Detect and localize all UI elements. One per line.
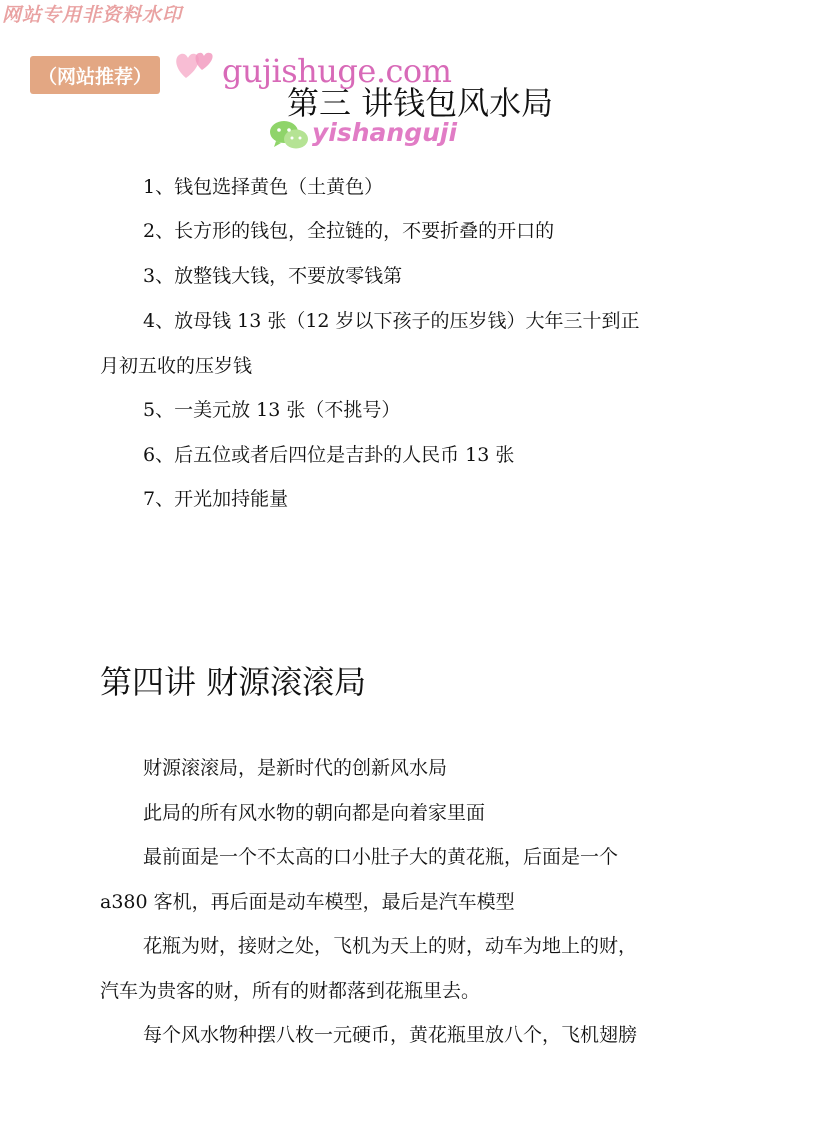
hearts-icon [172, 44, 218, 84]
section4-para-4: 花瓶为财，接财之处，飞机为天上的财，动车为地上的财， [143, 935, 638, 957]
section4-para-1: 财源滚滚局，是新时代的创新风水局 [143, 757, 448, 779]
watermark-top-left: 网站专用非资料水印 [2, 4, 183, 26]
section3-item-2: 2、长方形的钱包，全拉链的，不要折叠的开口的 [143, 220, 555, 242]
wechat-watermark: yishanguji [312, 118, 458, 147]
section4-para-5: 每个风水物种摆八枚一元硬币，黄花瓶里放八个，飞机翅膀 [143, 1024, 638, 1046]
section3-title: 第三 讲钱包风水局 [287, 84, 554, 122]
recommend-badge: （网站推荐） [30, 56, 160, 94]
section4-para-3: 最前面是一个不太高的口小肚子大的黄花瓶，后面是一个 [143, 846, 619, 868]
section4-para-2: 此局的所有风水物的朝向都是向着家里面 [143, 802, 486, 824]
site-watermark: gujishuge.com [222, 52, 452, 90]
section4-para-4-cont: 汽车为贵客的财，所有的财都落到花瓶里去。 [100, 980, 481, 1002]
section3-item-1: 1、钱包选择黄色（土黄色） [143, 176, 384, 198]
section3-item-3: 3、放整钱大钱，不要放零钱第 [143, 265, 403, 287]
section3-item-7: 7、开光加持能量 [143, 488, 289, 510]
section4-para-3-cont: a380 客机，再后面是动车模型，最后是汽车模型 [100, 891, 515, 913]
section4-title: 第四讲 财源滚滚局 [100, 663, 367, 701]
section3-item-6: 6、后五位或者后四位是吉卦的人民币 13 张 [143, 444, 515, 466]
section3-item-4-cont: 月初五收的压岁钱 [100, 355, 253, 377]
section3-item-4: 4、放母钱 13 张（12 岁以下孩子的压岁钱）大年三十到正 [143, 310, 640, 332]
section3-item-5: 5、一美元放 13 张（不挑号） [143, 399, 401, 421]
